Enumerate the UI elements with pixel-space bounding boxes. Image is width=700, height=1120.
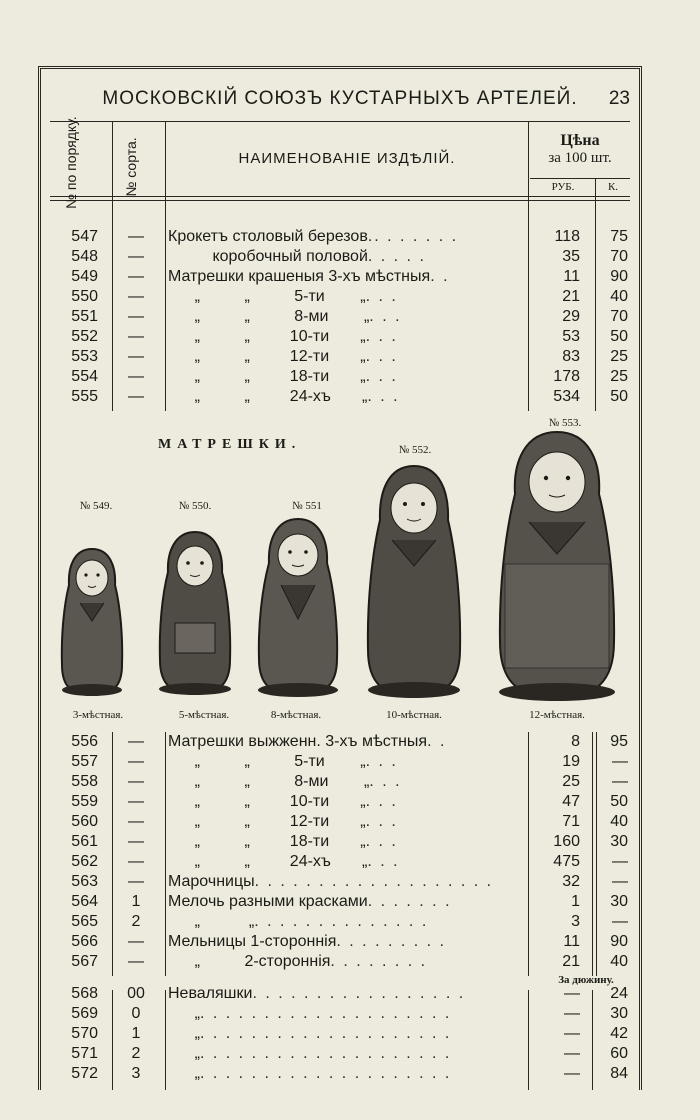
table-row	[50, 308, 630, 328]
price-rub: —	[564, 1045, 580, 1062]
row-sort: —	[128, 833, 144, 850]
row-sort: —	[128, 853, 144, 870]
leader-dots: . . . . . . . . . . . . . . . . . . . .	[200, 1005, 452, 1022]
price-kop: 60	[610, 1045, 628, 1062]
doll-caption: 12-мѣстная.	[529, 709, 585, 721]
item-name: „ „ 24-хъ „	[168, 853, 368, 870]
price-kop: 30	[610, 1005, 628, 1022]
row-name	[168, 753, 526, 771]
item-name: „ „ 18-ти „	[168, 368, 366, 385]
row-name	[168, 368, 526, 386]
price-rub: 19	[562, 753, 580, 770]
doll-number: № 549.	[79, 500, 113, 512]
price-kop: 90	[610, 933, 628, 950]
row-name	[168, 853, 526, 871]
item-name: Неваляшки	[168, 985, 253, 1002]
row-number: 547	[71, 228, 98, 245]
row-number: 555	[71, 388, 98, 405]
price-kop: 90	[610, 268, 628, 285]
leader-dots: . . .	[365, 793, 398, 810]
table-row	[50, 793, 630, 813]
row-sort: 0	[131, 1005, 141, 1022]
row-number: 556	[71, 733, 98, 750]
leader-dots: . . .	[365, 368, 398, 385]
price-rub: 32	[562, 873, 580, 890]
row-sort: 2	[131, 1045, 141, 1062]
leader-dots: . . .	[365, 833, 398, 850]
price-kop: 24	[610, 985, 628, 1002]
row-name	[168, 733, 526, 751]
row-sort: —	[128, 953, 144, 970]
doll-number: № 551	[292, 500, 322, 512]
table-row	[50, 953, 630, 973]
table-row	[50, 933, 630, 953]
leader-dots: . . .	[365, 288, 398, 305]
matryoshka-10-illustration	[362, 462, 466, 704]
row-number: 554	[71, 368, 98, 385]
leader-dots: . . . . . . . . . . . . . . . . . . .	[254, 873, 494, 890]
item-name: Мелочь разными красками	[168, 893, 368, 910]
row-number: 551	[71, 308, 98, 325]
row-number: 569	[71, 1005, 98, 1022]
doll-number: № 553.	[548, 417, 582, 429]
row-sort: —	[128, 248, 144, 265]
item-name: Матрешки крашеныя 3-хъ мѣстныя	[168, 268, 431, 285]
row-sort: 3	[131, 1065, 141, 1082]
row-name	[168, 388, 526, 406]
row-sort: —	[128, 268, 144, 285]
row-name	[168, 893, 526, 911]
row-sort: —	[128, 793, 144, 810]
item-name: „ „ 12-ти „	[168, 813, 366, 830]
price-kop: 40	[610, 953, 628, 970]
price-unit: за 100 шт.	[548, 150, 612, 166]
table-row	[50, 368, 630, 388]
row-name	[168, 1065, 526, 1083]
row-name	[168, 228, 526, 246]
row-number: 566	[71, 933, 98, 950]
item-name: „ „ 5-ти „	[168, 288, 366, 305]
price-kop: 25	[610, 348, 628, 365]
price-rub: 178	[553, 368, 580, 385]
price-rub: —	[564, 1025, 580, 1042]
row-number: 561	[71, 833, 98, 850]
row-sort: —	[128, 933, 144, 950]
price-kop: —	[612, 853, 628, 870]
row-sort: —	[128, 813, 144, 830]
row-sort: 1	[131, 1025, 141, 1042]
column-head-name: НАИМЕНОВАНІЕ ИЗДѢЛІЙ.	[238, 150, 456, 167]
leader-dots: . . .	[369, 773, 402, 790]
header-bottom-rule-2	[50, 200, 630, 201]
price-rub: 21	[562, 953, 580, 970]
table-row	[50, 853, 630, 873]
price-kop: 40	[610, 288, 628, 305]
price-kop: 40	[610, 813, 628, 830]
table-row	[50, 348, 630, 368]
leader-dots: . . . . . . . . . . . . . .	[254, 913, 429, 930]
item-name: Матрешки выжженн. 3-хъ мѣстныя	[168, 733, 428, 750]
running-head	[38, 85, 642, 121]
leader-dots: . . . . . . . . . . . . . . . . . . . .	[200, 1045, 452, 1062]
item-name: „ „ 18-ти „	[168, 833, 366, 850]
item-name: коробочный половой	[168, 248, 368, 265]
doll-number: № 552.	[398, 444, 432, 456]
table-row	[50, 1025, 630, 1045]
row-number: 564	[71, 893, 98, 910]
page-header-title: МОСКОВСКІЙ СОЮЗЪ КУСТАРНЫХЪ АРТЕЛЕЙ.	[102, 88, 578, 109]
leader-dots: . .	[427, 733, 447, 750]
leader-dots: . . .	[365, 348, 398, 365]
row-name	[168, 933, 526, 951]
column-head-price	[530, 132, 630, 167]
price-rub: 21	[562, 288, 580, 305]
row-sort: —	[128, 873, 144, 890]
row-name	[168, 348, 526, 366]
price-rub: 8	[571, 733, 580, 750]
price-kop: 30	[610, 833, 628, 850]
leader-dots: . . . . . . . . .	[336, 933, 446, 950]
item-name: „ „ 10-ти „	[168, 328, 366, 345]
item-name: Марочницы	[168, 873, 255, 890]
leader-dots: . . . . . . . . . . . . . . . . . . . .	[200, 1065, 452, 1082]
row-name	[168, 328, 526, 346]
price-rub: 118	[554, 228, 580, 245]
table-row	[50, 1045, 630, 1065]
table-row	[50, 873, 630, 893]
table-row	[50, 248, 630, 268]
price-rub: —	[564, 985, 580, 1002]
header-top-rule	[50, 121, 630, 122]
doll-caption: 8-мѣстная.	[270, 709, 322, 721]
item-name: „ 2-стороннія	[168, 953, 331, 970]
item-name: „ „ 8-ми „	[168, 773, 370, 790]
row-name	[168, 248, 526, 266]
item-name: Крокетъ столовый березов	[168, 228, 368, 245]
row-number: 552	[71, 328, 98, 345]
row-name	[168, 793, 526, 811]
table-row	[50, 268, 630, 288]
row-name	[168, 873, 526, 891]
table-row	[50, 913, 630, 933]
row-number: 559	[71, 793, 98, 810]
unit-rub: РУБ.	[551, 181, 575, 193]
leader-dots: . . .	[367, 853, 400, 870]
price-subhead-rule	[530, 178, 630, 179]
price-kop: 50	[610, 388, 628, 405]
item-name: Мельницы 1-стороннія	[168, 933, 337, 950]
row-sort: —	[128, 308, 144, 325]
matryoshka-12-illustration	[493, 428, 621, 706]
row-number: 557	[71, 753, 98, 770]
row-number: 572	[71, 1065, 98, 1082]
table-row	[50, 985, 630, 1005]
item-name: „	[168, 1045, 200, 1062]
row-sort: 00	[127, 985, 145, 1002]
table-row	[50, 1065, 630, 1085]
item-name: „	[168, 1025, 200, 1042]
table-row	[50, 1005, 630, 1025]
leader-dots: .. . . . . . .	[367, 228, 459, 245]
doll-caption: 3-мѣстная.	[72, 709, 124, 721]
table-row	[50, 813, 630, 833]
price-kop: —	[612, 913, 628, 930]
doll-caption: 5-мѣстная.	[178, 709, 230, 721]
price-rub: 29	[562, 308, 580, 325]
doll-caption: 10-мѣстная.	[386, 709, 442, 721]
row-sort: —	[128, 348, 144, 365]
row-number: 549	[71, 268, 98, 285]
price-kop: 42	[610, 1025, 628, 1042]
table-row	[50, 833, 630, 853]
table-row	[50, 228, 630, 248]
leader-dots: . .	[430, 268, 450, 285]
price-rub: 47	[562, 793, 580, 810]
unit-kop: К.	[607, 181, 619, 193]
row-sort: —	[128, 368, 144, 385]
row-number: 563	[71, 873, 98, 890]
leader-dots: . . . . . . .	[367, 893, 452, 910]
leader-dots: . . .	[367, 388, 400, 405]
item-name: „ „ 8-ми „	[168, 308, 370, 325]
price-rub: 1	[571, 893, 580, 910]
leader-dots: . . . . .	[367, 248, 426, 265]
column-head-number: № по порядку.	[63, 116, 79, 209]
matryoshka-3-illustration	[58, 545, 126, 700]
row-name	[168, 1005, 526, 1023]
row-number: 550	[71, 288, 98, 305]
leader-dots: . . . . . . . . . . . . . . . . . . . .	[200, 1025, 452, 1042]
row-number: 571	[71, 1045, 98, 1062]
row-name	[168, 913, 526, 931]
row-sort: —	[128, 388, 144, 405]
price-label: Цѣна	[560, 132, 600, 149]
leader-dots: . . .	[369, 308, 402, 325]
row-number: 560	[71, 813, 98, 830]
row-number: 570	[71, 1025, 98, 1042]
row-number: 548	[71, 248, 98, 265]
item-name: „ „ 5-ти „	[168, 753, 366, 770]
item-name: „	[168, 1065, 200, 1082]
price-kop: —	[612, 773, 628, 790]
column-head-sort: № сорта.	[123, 137, 139, 197]
price-rub: 83	[562, 348, 580, 365]
illustration-title: МАТРЕШКИ.	[158, 437, 302, 452]
page-number: 23	[608, 88, 630, 109]
row-name	[168, 1025, 526, 1043]
row-name	[168, 773, 526, 791]
row-name	[168, 833, 526, 851]
row-name	[168, 813, 526, 831]
matryoshka-8-illustration	[253, 515, 343, 701]
price-rub: 534	[553, 388, 580, 405]
price-kop: 70	[610, 308, 628, 325]
item-name: „ „ 10-ти „	[168, 793, 366, 810]
row-sort: —	[128, 228, 144, 245]
leader-dots: . . .	[365, 753, 398, 770]
item-name: „ „	[168, 913, 255, 930]
leader-dots: . . . . . . . . . . . . . . . . .	[252, 985, 466, 1002]
price-kop: 95	[610, 733, 628, 750]
price-kop: 50	[610, 328, 628, 345]
price-rub: 71	[562, 813, 580, 830]
table-row	[50, 773, 630, 793]
row-sort: 1	[131, 893, 141, 910]
row-name	[168, 985, 526, 1003]
row-number: 553	[71, 348, 98, 365]
leader-dots: . . .	[365, 813, 398, 830]
price-kop: 30	[610, 893, 628, 910]
item-name: „	[168, 1005, 200, 1022]
row-number: 558	[71, 773, 98, 790]
row-name	[168, 268, 526, 286]
price-kop: 75	[610, 228, 628, 245]
price-kop: —	[612, 753, 628, 770]
price-rub: 25	[562, 773, 580, 790]
row-sort: —	[128, 328, 144, 345]
price-rub: 11	[563, 933, 580, 950]
price-rub: 160	[553, 833, 580, 850]
row-number: 562	[71, 853, 98, 870]
table-row	[50, 733, 630, 753]
price-kop: 70	[610, 248, 628, 265]
price-kop: 50	[610, 793, 628, 810]
price-rub: 53	[562, 328, 580, 345]
item-name: „ „ 24-хъ „	[168, 388, 368, 405]
per-dozen-note: За дюжину.	[558, 974, 614, 986]
price-rub: 11	[563, 268, 580, 285]
row-number: 568	[71, 985, 98, 1002]
price-rub: —	[564, 1005, 580, 1022]
matryoshka-5-illustration	[155, 528, 235, 700]
row-name	[168, 1045, 526, 1063]
price-kop: —	[612, 873, 628, 890]
price-rub: 35	[562, 248, 580, 265]
row-sort: —	[128, 288, 144, 305]
item-name: „ „ 12-ти „	[168, 348, 366, 365]
table-row	[50, 893, 630, 913]
row-sort: —	[128, 733, 144, 750]
table-row	[50, 753, 630, 773]
table-row	[50, 328, 630, 348]
leader-dots: . . .	[365, 328, 398, 345]
table-row	[50, 388, 630, 408]
row-name	[168, 308, 526, 326]
price-rub: —	[564, 1065, 580, 1082]
table-row	[50, 288, 630, 308]
row-name	[168, 288, 526, 306]
row-sort: —	[128, 753, 144, 770]
row-number: 565	[71, 913, 98, 930]
price-rub: 3	[571, 913, 580, 930]
price-kop: 84	[610, 1065, 628, 1082]
price-rub: 475	[553, 853, 580, 870]
row-name	[168, 953, 526, 971]
row-number: 567	[71, 953, 98, 970]
price-kop: 25	[610, 368, 628, 385]
doll-number: № 550.	[178, 500, 212, 512]
row-sort: —	[128, 773, 144, 790]
row-sort: 2	[131, 913, 141, 930]
leader-dots: . . . . . . . .	[330, 953, 428, 970]
